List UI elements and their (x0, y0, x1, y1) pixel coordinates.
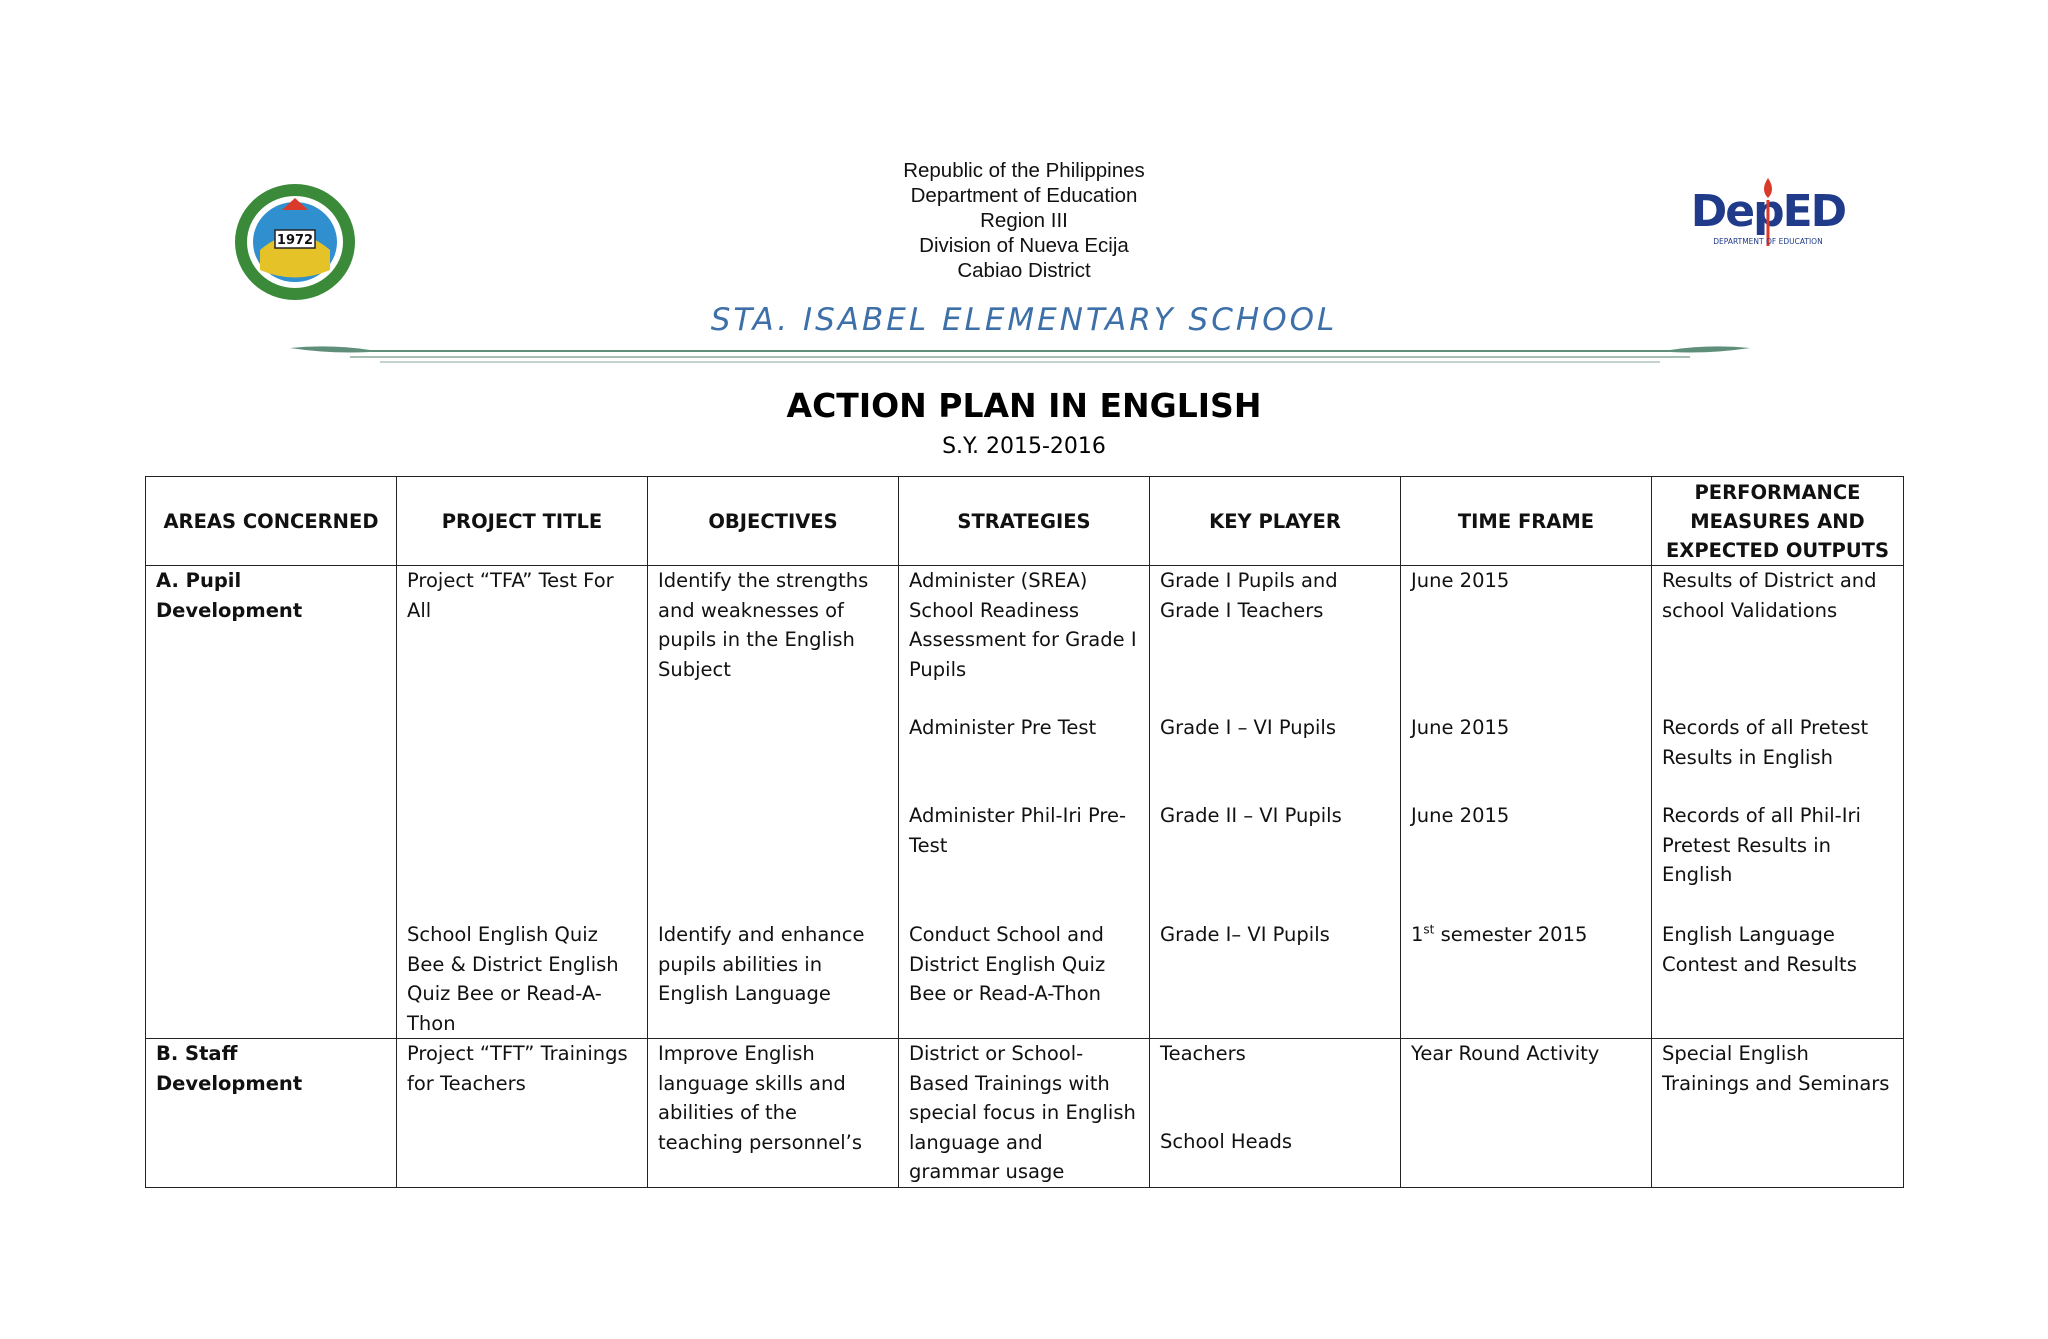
header-line-region: Region III (980, 209, 1068, 232)
decorative-divider (290, 336, 1750, 366)
table-header-row (146, 477, 1904, 566)
output-text: Results of District and school Validations (1662, 569, 1877, 622)
time-frame-text: June 2015 (1411, 569, 1510, 592)
column-header: PROJECT TITLE (397, 477, 648, 566)
key-player-cell (1150, 1039, 1401, 1188)
deped-logo-subtext: DEPARTMENT OF EDUCATION (1713, 237, 1823, 246)
key-player-text: Teachers (1160, 1042, 1246, 1065)
seal-year: 1972 (276, 233, 314, 248)
header-line-district: Cabiao District (957, 259, 1091, 282)
time-frame-cell (1401, 566, 1652, 1039)
area-cell: A. Pupil Development (146, 566, 397, 1039)
header-line-republic: Republic of the Philippines (903, 159, 1145, 182)
time-frame-text: June 2015 (1411, 716, 1510, 739)
school-name: STA. ISABEL ELEMENTARY SCHOOL (710, 302, 1338, 338)
school-year: S.Y. 2015-2016 (942, 434, 1106, 459)
key-player-text: Grade I– VI Pupils (1160, 923, 1330, 946)
time-frame-rest: semester 2015 (1434, 923, 1588, 946)
time-frame-number: 1 (1411, 923, 1424, 946)
column-header: PERFORMANCE MEASURES AND EXPECTED OUTPUTS (1652, 477, 1904, 566)
column-header: STRATEGIES (899, 477, 1150, 566)
key-player-text: Grade I Pupils and Grade I Teachers (1160, 569, 1338, 622)
strategy-text: Administer Phil-Iri Pre-Test (909, 804, 1126, 857)
agency-header (0, 158, 2048, 283)
output-text: Records of all Phil-Iri Pretest Results in English (1662, 804, 1861, 886)
time-frame-text (1411, 920, 1641, 950)
table-row (146, 1039, 1904, 1188)
document-title: ACTION PLAN IN ENGLISH (786, 386, 1262, 425)
column-header: AREAS CONCERNED (146, 477, 397, 566)
output-text: English Language Contest and Results (1662, 923, 1857, 976)
project-cell (397, 566, 648, 1039)
key-player-text: School Heads (1160, 1130, 1293, 1153)
key-player-text: Grade I – VI Pupils (1160, 716, 1336, 739)
deped-logo-text: DepED (1690, 186, 1846, 237)
project-text: Project “TFA” Test For All (407, 569, 614, 622)
header-line-department: Department of Education (910, 184, 1138, 207)
column-header: KEY PLAYER (1150, 477, 1401, 566)
key-player-text: Grade II – VI Pupils (1160, 804, 1342, 827)
objective-cell: Improve English language skills and abilities of the teaching personnel’s (648, 1039, 899, 1188)
strategy-cell: District or School-Based Trainings with special focus in English language and grammar usage (899, 1039, 1150, 1188)
strategy-text: Administer (SREA) School Readiness Assessment for Grade I Pupils (909, 569, 1137, 681)
column-header: TIME FRAME (1401, 477, 1652, 566)
project-text: School English Quiz Bee & District English Quiz Bee or Read-A-Thon (407, 923, 619, 1035)
area-cell: B. Staff Development (146, 1039, 397, 1188)
objective-text: Identify and enhance pupils abilities in English Language (658, 923, 865, 1005)
table-row (146, 566, 1904, 1039)
header-line-division: Division of Nueva Ecija (919, 234, 1129, 257)
key-player-cell (1150, 566, 1401, 1039)
output-cell (1652, 566, 1904, 1039)
time-frame-cell: Year Round Activity (1401, 1039, 1652, 1188)
action-plan-table (145, 476, 1904, 1188)
objective-cell (648, 566, 899, 1039)
output-text: Records of all Pretest Results in English (1662, 716, 1869, 769)
time-frame-suffix: st (1423, 922, 1435, 937)
time-frame-text: June 2015 (1411, 804, 1510, 827)
objective-text: Identify the strengths and weaknesses of pupils in the English Subject (658, 569, 869, 681)
strategy-text: Conduct School and District English Quiz Bee or Read-A-Thon (909, 923, 1106, 1005)
project-cell: Project “TFT” Trainings for Teachers (397, 1039, 648, 1188)
output-cell: Special English Trainings and Seminars (1652, 1039, 1904, 1188)
strategy-text: Administer Pre Test (909, 716, 1097, 739)
strategy-cell (899, 566, 1150, 1039)
column-header: OBJECTIVES (648, 477, 899, 566)
